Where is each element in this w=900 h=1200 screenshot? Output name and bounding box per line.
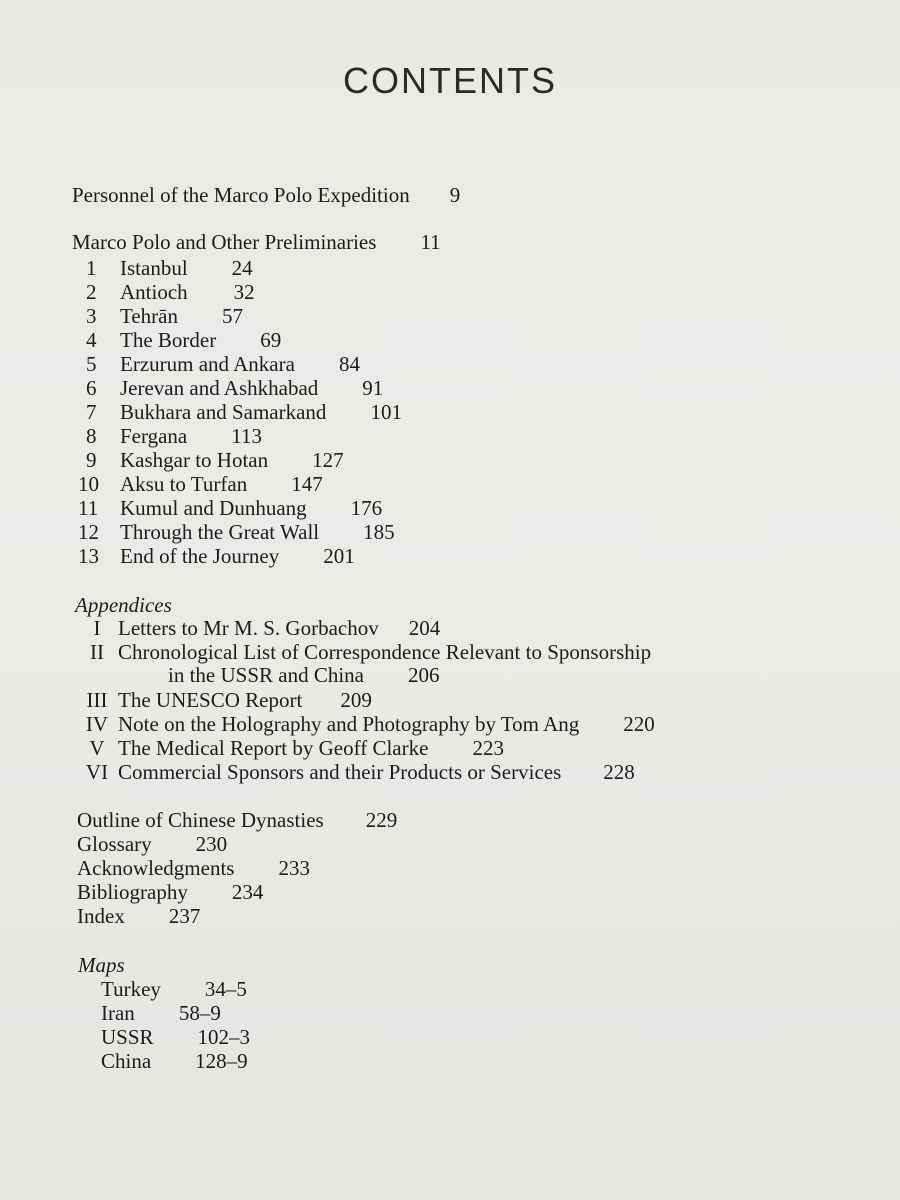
chapter-page: 127	[312, 448, 344, 472]
chapter-entry	[86, 256, 253, 280]
entry-title: Acknowledgments	[77, 856, 235, 880]
appendix-entry	[76, 640, 651, 664]
chapter-number: 7	[86, 400, 97, 424]
appendix-entry-continued	[168, 663, 440, 687]
entry-title: Glossary	[77, 832, 152, 856]
appendix-entry	[76, 616, 440, 640]
chapter-page: 113	[231, 424, 262, 448]
entry-title: Bibliography	[77, 880, 188, 904]
chapter-page: 201	[323, 544, 355, 568]
entry-title: Personnel of the Marco Polo Expedition	[72, 183, 410, 207]
chapter-title: Kashgar to Hotan	[120, 448, 269, 472]
chapter-number: 4	[86, 328, 97, 352]
entry-page: 9	[449, 183, 461, 207]
chapter-page: 185	[363, 520, 395, 544]
chapter-number: 2	[86, 280, 97, 304]
map-page: 34–5	[204, 977, 247, 1001]
appendix-number: II	[90, 640, 104, 664]
chapter-page: 57	[222, 304, 243, 328]
back-matter-entry	[77, 904, 200, 928]
map-page: 58–9	[178, 1001, 221, 1025]
map-entry	[101, 1049, 248, 1073]
chapter-entry	[86, 352, 360, 376]
entry-page: 230	[195, 832, 228, 856]
map-entry	[101, 977, 247, 1001]
map-entry	[101, 1025, 250, 1049]
chapter-title: Erzurum and Ankara	[120, 352, 295, 376]
appendix-title: Commercial Sponsors and their Products or Services	[118, 760, 562, 784]
map-title: USSR	[101, 1025, 154, 1049]
chapter-page: 69	[260, 328, 282, 352]
map-title: China	[101, 1049, 152, 1073]
chapter-number: 6	[86, 376, 97, 400]
chapter-title: End of the Journey	[120, 544, 280, 568]
appendix-page: 206	[408, 663, 440, 687]
chapter-title: Through the Great Wall	[120, 520, 320, 544]
chapter-page: 91	[362, 376, 384, 400]
chapter-entry	[78, 472, 323, 496]
chapter-number: 13	[78, 544, 99, 568]
back-matter-entry	[77, 880, 263, 904]
appendix-page: 204	[408, 616, 441, 640]
appendix-title: Chronological List of Correspondence Relevant to Sponsorship	[118, 640, 652, 664]
map-page: 128–9	[195, 1049, 248, 1073]
map-title: Turkey	[101, 977, 161, 1001]
appendix-title: The Medical Report by Geoff Clarke	[118, 736, 429, 760]
chapter-number: 10	[78, 472, 99, 496]
chapter-title: Bukhara and Samarkand	[120, 400, 327, 424]
appendix-page: 223	[472, 736, 504, 760]
chapter-page: 176	[350, 496, 383, 520]
chapter-entry	[86, 376, 383, 400]
chapter-page: 32	[233, 280, 255, 304]
chapter-entry	[78, 496, 382, 520]
toc-entry-preliminaries	[72, 230, 441, 254]
appendix-entry	[76, 736, 504, 760]
maps-heading: Maps	[78, 953, 125, 977]
entry-page: 229	[365, 808, 398, 832]
chapter-number: 11	[78, 496, 99, 520]
appendix-entry	[76, 688, 372, 712]
entry-page: 11	[420, 230, 441, 254]
chapter-page: 101	[370, 400, 402, 424]
chapter-page: 84	[338, 352, 360, 376]
appendix-entry	[76, 760, 635, 784]
entry-title: Outline of Chinese Dynasties	[77, 808, 324, 832]
chapter-page: 147	[291, 472, 323, 496]
chapter-entry	[86, 304, 243, 328]
back-matter-entry	[77, 856, 310, 880]
chapter-number: 12	[78, 520, 99, 544]
appendices-heading: Appendices	[75, 593, 172, 617]
chapter-title: Istanbul	[120, 256, 188, 280]
chapter-title: Fergana	[120, 424, 188, 448]
appendix-title: Letters to Mr M. S. Gorbachov	[118, 616, 379, 640]
chapter-entry	[86, 328, 281, 352]
chapter-entry	[86, 448, 344, 472]
toc-entry-personnel	[72, 183, 460, 207]
appendix-title-continued: in the USSR and China	[168, 663, 365, 687]
entry-page: 234	[231, 880, 264, 904]
chapter-number: 5	[86, 352, 97, 376]
appendix-number: IV	[85, 712, 109, 736]
chapter-page: 24	[231, 256, 253, 280]
appendix-number: III	[86, 688, 108, 712]
chapter-entry	[78, 544, 355, 568]
chapter-entry	[86, 400, 402, 424]
entry-title: Marco Polo and Other Preliminaries	[72, 230, 377, 254]
map-page: 102–3	[197, 1025, 251, 1049]
chapter-entry	[78, 520, 395, 544]
chapter-number: 8	[86, 424, 97, 448]
appendix-entry	[76, 712, 655, 736]
appendix-number: I	[93, 616, 101, 640]
chapter-title: Tehrān	[120, 304, 178, 328]
chapter-number: 9	[86, 448, 97, 472]
appendix-number: VI	[85, 760, 109, 784]
appendix-title: Note on the Holography and Photography by Tom Ang	[118, 712, 580, 736]
chapter-title: The Border	[120, 328, 217, 352]
entry-page: 237	[168, 904, 201, 928]
appendix-title: The UNESCO Report	[118, 688, 303, 712]
page-title: CONTENTS	[343, 60, 557, 101]
chapter-title: Aksu to Turfan	[120, 472, 248, 496]
chapter-title: Kumul and Dunhuang	[120, 496, 307, 520]
chapter-entry	[86, 280, 255, 304]
entry-page: 233	[278, 856, 310, 880]
entry-title: Index	[77, 904, 125, 928]
map-title: Iran	[101, 1001, 135, 1025]
appendix-number: V	[89, 736, 105, 760]
back-matter-entry	[77, 832, 227, 856]
appendix-page: 220	[623, 712, 655, 736]
appendix-page: 228	[603, 760, 635, 784]
chapter-title: Antioch	[120, 280, 188, 304]
chapter-title: Jerevan and Ashkhabad	[120, 376, 319, 400]
map-entry	[101, 1001, 221, 1025]
appendix-page: 209	[340, 688, 372, 712]
chapter-number: 1	[86, 256, 97, 280]
chapter-number: 3	[86, 304, 97, 328]
chapter-entry	[86, 424, 262, 448]
back-matter-entry	[77, 808, 397, 832]
